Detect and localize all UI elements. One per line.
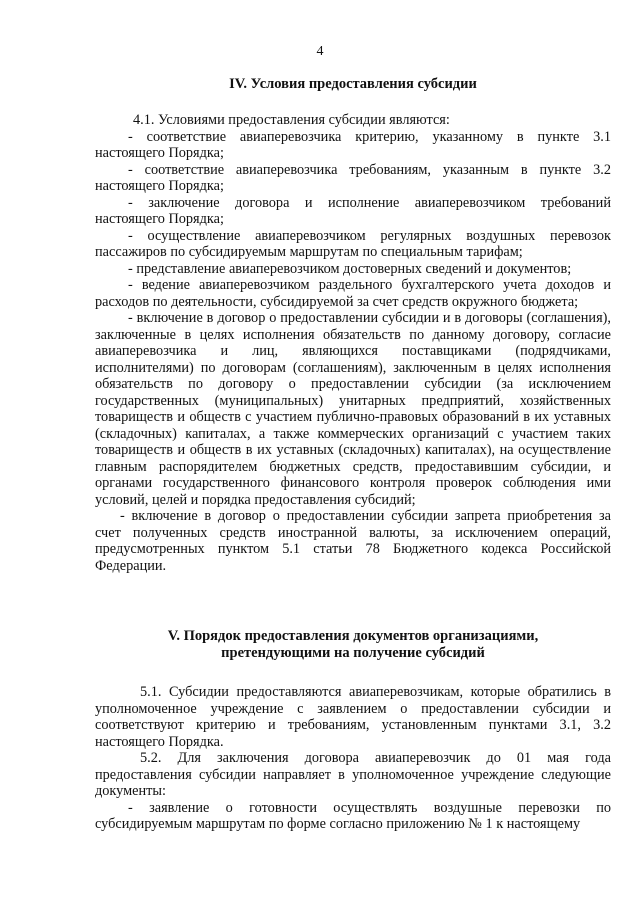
page-number: 4 (316, 44, 324, 59)
paragraph-5-1: 5.1. Субсидии предоставляются авиаперевозчикам, которые обратились в уполномоченное учреждение с заявлением о предоставлении субсидии и соответствуют критерию и требованиям, установленным пунктами 3.1, 3.2 настоящего Порядка. (95, 684, 611, 750)
section-4-title: IV. Условия предоставления субсидии (229, 76, 477, 92)
paragraph-regular-flights: - осуществление авиаперевозчиком регулярных воздушных перевозок пассажиров по субсидируемым маршрутам по специальным тарифам; (95, 227, 611, 260)
section-5-title-line-1: V. Порядок предоставления документов организациями, (167, 628, 539, 644)
paragraph-5-2: 5.2. Для заключения договора авиаперевозчик до 01 мая года предоставления субсидии направляет в уполномоченное учреждение следующие документы: (95, 750, 611, 799)
paragraph-requirements: - соответствие авиаперевозчика требованиям, указанным в пункте 3.2 настоящего Порядка; (95, 161, 611, 194)
section-5-body (95, 684, 611, 833)
paragraph-reliable-info: - представление авиаперевозчиком достоверных сведений и документов; (128, 260, 572, 277)
section-4-body (95, 112, 611, 574)
paragraph-separate-accounting: - ведение авиаперевозчиком раздельного бухгалтерского учета доходов и расходов по деятельности, субсидируемой за счет средств окружного бюджета; (95, 277, 611, 310)
paragraph-criterion: - соответствие авиаперевозчика критерию, указанному в пункте 3.1 настоящего Порядка; (95, 128, 611, 161)
paragraph-application: - заявление о готовности осуществлять воздушные перевозки по субсидируемым маршрутам по форме согласно приложению № 1 к настоящему (95, 799, 611, 832)
paragraph-4-1: 4.1. Условиями предоставления субсидии являются: (133, 112, 450, 128)
section-5-title-line-2: претендующими на получение субсидий (221, 645, 485, 661)
paragraph-audit-consent: - включение в договор о предоставлении субсидии и в договоры (соглашения), заключенные в целях исполнения обязательств по данному договору, согласие авиаперевозчика и лиц, являющихся поставщиками (подрядчиками, исполнителями) по договорам (соглашениям), заключенным в целях исполнения обязательств по договору о предоставлении субсидии (за исключением государственных (муниципальных) унитарных предприятий, хозяйственных товариществ и обществ с участием публично-правовых образований в их уставных (складочных) капиталах, а также коммерческих организаций с участием таких товариществ и обществ в их уставных (складочных) капиталах), на осуществление главным распорядителем бюджетных средств, предоставившим субсидии, и органами государственного финансового контроля проверок соблюдения ими условий, целей и порядка предоставления субсидий; (95, 310, 611, 508)
section-5-title (95, 628, 611, 662)
paragraph-currency-ban: - включение в договор о предоставлении субсидии запрета приобретения за счет полученных средств иностранной валюты, за исключением операций, предусмотренных пунктом 5.1 статьи 78 Бюджетного кодекса Российской Федерации. (95, 508, 611, 574)
paragraph-contract: - заключение договора и исполнение авиаперевозчиком требований настоящего Порядка; (95, 194, 611, 227)
